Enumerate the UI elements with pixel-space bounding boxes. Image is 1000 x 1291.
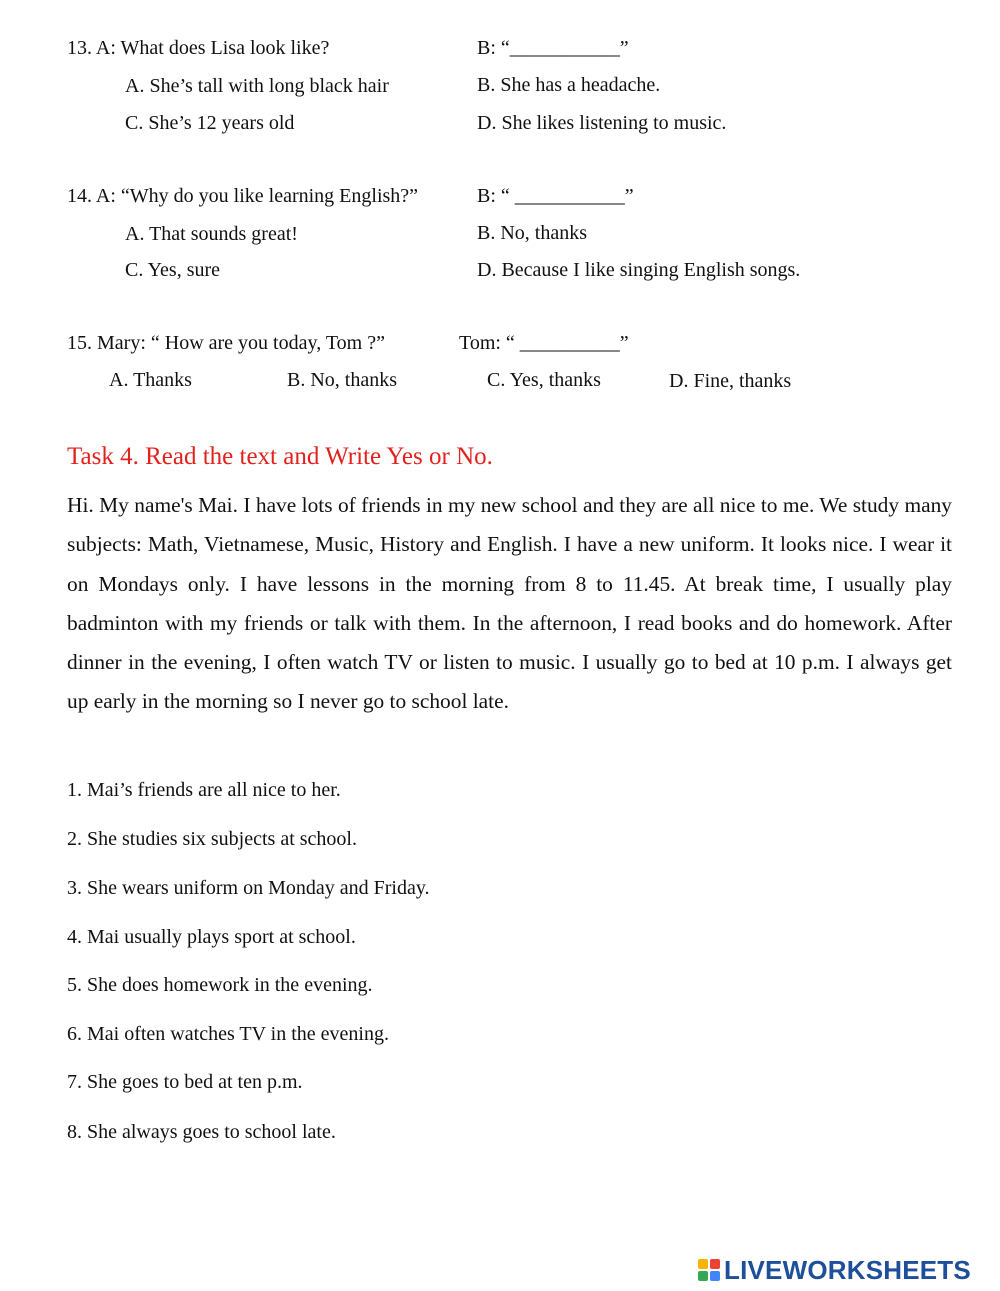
question-15-option-a: A. Thanks	[109, 369, 192, 391]
question-14-option-a: A. That sounds great!	[125, 223, 298, 245]
statement-4: 4. Mai usually plays sport at school.	[67, 926, 356, 948]
question-13-option-a: A. She’s tall with long black hair	[125, 75, 389, 97]
statement-8: 8. She always goes to school late.	[67, 1121, 336, 1143]
question-13-option-c: C. She’s 12 years old	[125, 112, 295, 134]
statement-3: 3. She wears uniform on Monday and Friday.	[67, 877, 430, 899]
logo-mark-square	[710, 1259, 720, 1269]
statement-2: 2. She studies six subjects at school.	[67, 828, 357, 850]
question-14-option-d: D. Because I like singing English songs.	[477, 259, 801, 281]
question-13-prompt: 13. A: What does Lisa look like?	[67, 37, 330, 59]
task-4-title: Task 4. Read the text and Write Yes or No.	[67, 443, 493, 470]
question-15-option-b: B. No, thanks	[287, 369, 397, 391]
liveworksheets-logo-icon	[698, 1259, 720, 1281]
question-14-option-c: C. Yes, sure	[125, 259, 221, 281]
statement-6: 6. Mai often watches TV in the evening.	[67, 1023, 389, 1045]
question-14-reply: B: “ ___________”	[477, 185, 634, 207]
question-14-option-b: B. No, thanks	[477, 222, 587, 244]
question-15-option-d: D. Fine, thanks	[669, 370, 792, 392]
liveworksheets-logo	[698, 1255, 971, 1285]
question-13-option-d: D. She likes listening to music.	[477, 112, 727, 134]
question-13-option-b: B. She has a headache.	[477, 74, 661, 96]
logo-mark-square	[710, 1271, 720, 1281]
statement-5: 5. She does homework in the evening.	[67, 974, 373, 996]
statement-7: 7. She goes to bed at ten p.m.	[67, 1071, 303, 1093]
question-15-reply: Tom: “ __________”	[459, 332, 629, 354]
logo-mark-square	[698, 1271, 708, 1281]
question-15-option-c: C. Yes, thanks	[487, 369, 601, 391]
reading-passage: Hi. My name's Mai. I have lots of friends in my new school and they are all nice to me. We study many subjects: Math, Vietnamese, Music, History and English. I have a new uniform. It looks nice. I wear it on Mondays only. I have lessons in the morning from 8 to 11.45. At break time, I usually play badminton with my friends or talk with them. In the afternoon, I read books and do homework. After dinner in the evening, I often watch TV or listen to music. I usually go to bed at 10 p.m. I always get up early in the morning so I never go to school late.	[67, 493, 952, 714]
question-13-reply: B: “___________”	[477, 37, 629, 59]
logo-mark-square	[698, 1259, 708, 1269]
question-14-prompt: 14. A: “Why do you like learning English?”	[67, 185, 419, 207]
question-15-prompt: 15. Mary: “ How are you today, Tom ?”	[67, 332, 385, 354]
liveworksheets-logo-text: LIVEWORKSHEETS	[724, 1255, 971, 1285]
statement-1: 1. Mai’s friends are all nice to her.	[67, 779, 341, 801]
